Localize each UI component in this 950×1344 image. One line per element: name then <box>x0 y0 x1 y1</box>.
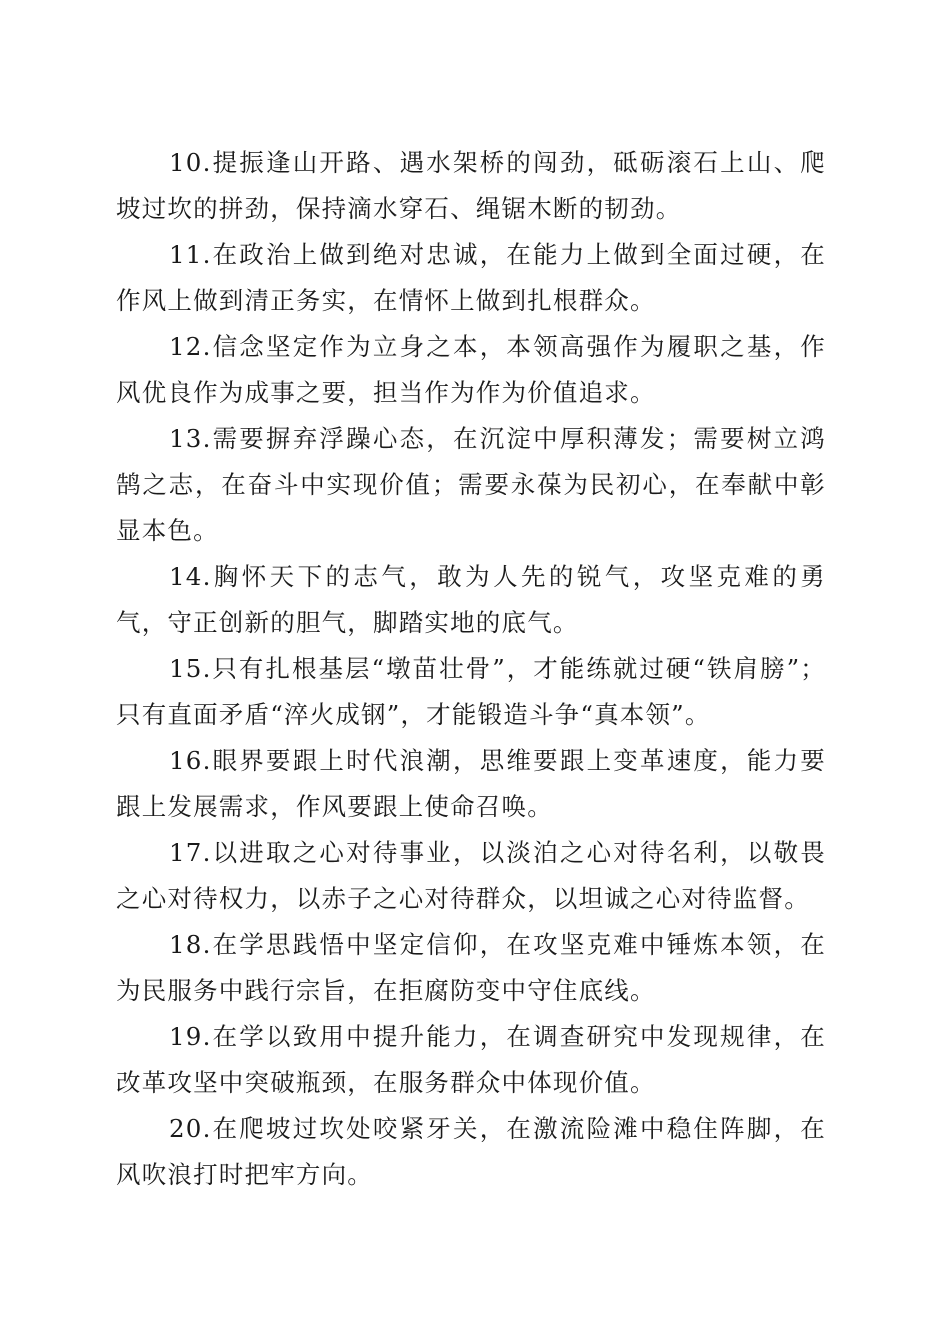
paragraph-18: 18.在学思践悟中坚定信仰，在攻坚克难中锤炼本领，在为民服务中践行宗旨，在拒腐防变中守住底线。 <box>116 930 826 1005</box>
paragraph-20: 20.在爬坡过坎处咬紧牙关，在激流险滩中稳住阵脚，在风吹浪打时把牢方向。 <box>116 1114 826 1189</box>
paragraph-11: 11.在政治上做到绝对忠诚，在能力上做到全面过硬，在作风上做到清正务实，在情怀上做到扎根群众。 <box>116 240 826 315</box>
document-body <box>116 140 826 1198</box>
paragraph-16: 16.眼界要跟上时代浪潮，思维要跟上变革速度，能力要跟上发展需求，作风要跟上使命召唤。 <box>116 746 826 821</box>
paragraph-17: 17.以进取之心对待事业，以淡泊之心对待名利，以敬畏之心对待权力，以赤子之心对待群众，以坦诚之心对待监督。 <box>116 838 826 913</box>
paragraph-13: 13.需要摒弃浮躁心态，在沉淀中厚积薄发；需要树立鸿鹄之志，在奋斗中实现价值；需要永葆为民初心，在奉献中彰显本色。 <box>116 424 826 545</box>
paragraph-19: 19.在学以致用中提升能力，在调查研究中发现规律，在改革攻坚中突破瓶颈，在服务群众中体现价值。 <box>116 1022 826 1097</box>
paragraph-10: 10.提振逢山开路、遇水架桥的闯劲，砥砺滚石上山、爬坡过坎的拼劲，保持滴水穿石、绳锯木断的韧劲。 <box>116 148 826 223</box>
paragraph-14: 14.胸怀天下的志气，敢为人先的锐气，攻坚克难的勇气，守正创新的胆气，脚踏实地的底气。 <box>116 562 826 637</box>
paragraph-12: 12.信念坚定作为立身之本，本领高强作为履职之基，作风优良作为成事之要，担当作为作为价值追求。 <box>116 332 826 407</box>
paragraph-15: 15.只有扎根基层“墩苗壮骨”，才能练就过硬“铁肩膀”；只有直面矛盾“淬火成钢”，才能锻造斗争“真本领”。 <box>116 654 826 729</box>
